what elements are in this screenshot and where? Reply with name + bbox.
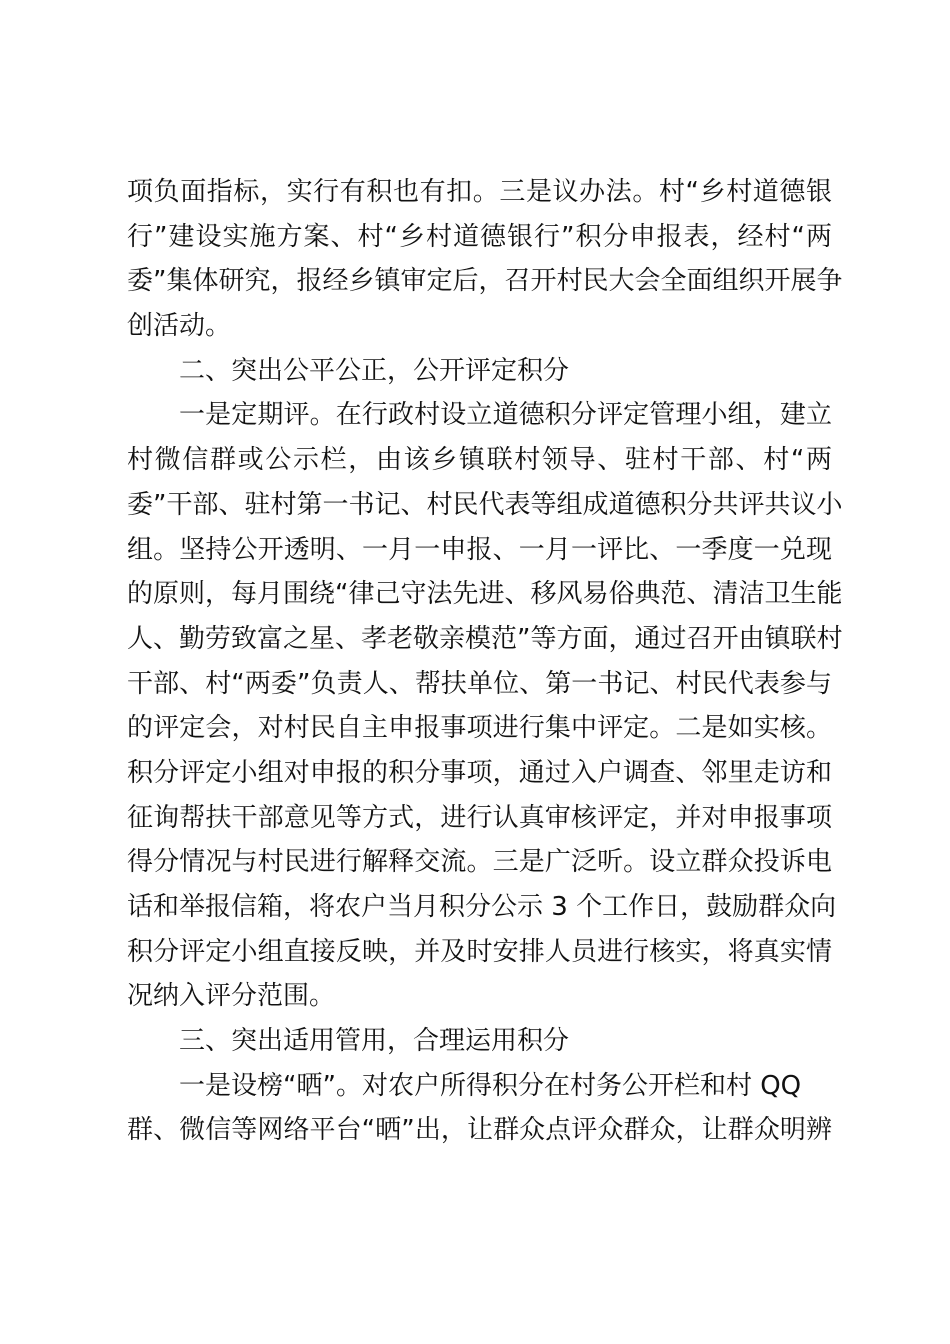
text-line: 行”建设实施方案、村“乡村道德银行”积分申报表，经村“两: [127, 221, 832, 252]
text-line: 委”集体研究，报经乡镇审定后，召开村民大会全面组织开展争: [127, 266, 843, 297]
text-line: 组。坚持公开透明、一月一申报、一月一评比、一季度一兑现: [127, 534, 832, 565]
text-line: 得分情况与村民进行解释交流。三是广泛听。设立群众投诉电: [127, 847, 832, 878]
text-line: 征询帮扶干部意见等方式，进行认真审核评定，并对申报事项: [127, 802, 832, 833]
text-line: 积分评定小组对申报的积分事项，通过入户调查、邻里走访和: [127, 757, 832, 788]
text-line: 群、微信等网络平台“晒”出，让群众点评众群众，让群众明辨: [127, 1115, 832, 1146]
text-line: 一是定期评。在行政村设立道德积分评定管理小组，建立: [179, 400, 832, 431]
text-line: 村微信群或公示栏，由该乡镇联村领导、驻村干部、村“两: [127, 445, 832, 476]
text-line: 一是设榜“晒”。对农户所得积分在村务公开栏和村 QQ: [179, 1070, 802, 1101]
document-body: [127, 170, 843, 1153]
text-line: 干部、村“两委”负责人、帮扶单位、第一书记、村民代表参与: [127, 668, 832, 699]
text-line: 委”干部、驻村第一书记、村民代表等组成道德积分共评共议小: [127, 489, 843, 520]
text-line: 积分评定小组直接反映，并及时安排人员进行核实，将真实情: [127, 936, 832, 967]
section-heading: 二、突出公平公正，公开评定积分: [179, 355, 570, 386]
text-line: 人、勤劳致富之星、孝老敬亲模范”等方面，通过召开由镇联村: [127, 623, 843, 654]
text-line: 创活动。: [127, 311, 232, 342]
text-line: 项负面指标，实行有积也有扣。三是议办法。村“乡村道德银: [127, 177, 832, 207]
text-line: 况纳入评分范围。: [127, 981, 336, 1012]
text-line: 话和举报信箱，将农户当月积分公示 3 个工作日，鼓励群众向: [127, 892, 837, 922]
section-heading: 三、突出适用管用，合理运用积分: [179, 1026, 570, 1057]
text-line: 的评定会，对村民自主申报事项进行集中评定。二是如实核。: [127, 713, 832, 744]
text-line: 的原则，每月围绕“律己守法先进、移风易俗典范、清洁卫生能: [127, 579, 843, 610]
